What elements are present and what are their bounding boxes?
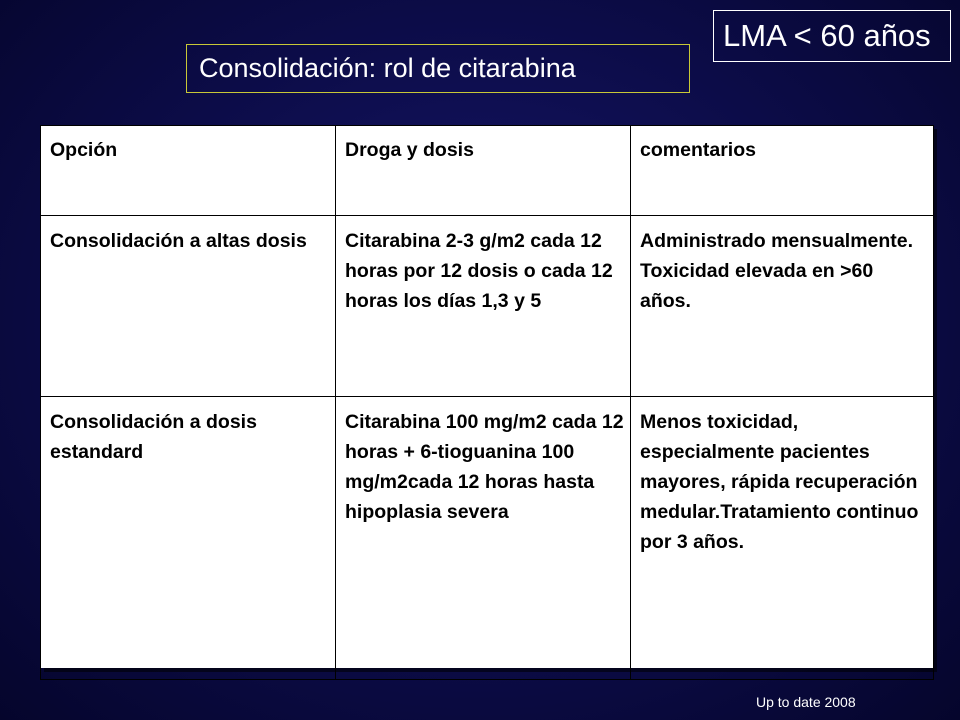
cell-option: Consolidación a altas dosis <box>41 216 336 397</box>
header-option: Opción <box>41 126 336 216</box>
cell-drug-dose: Citarabina 2-3 g/m2 cada 12 horas por 12 dosis o cada 12 horas los días 1,3 y 5 <box>336 216 631 397</box>
cell-comments: Menos toxicidad, especialmente pacientes mayores, rápida recuperación medular.Tratamiento continuo por 3 años. <box>631 397 934 680</box>
cell-option: Consolidación a dosis estandard <box>41 397 336 680</box>
cell-drug-dose: Citarabina 100 mg/m2 cada 12 horas + 6-tioguanina 100 mg/m2cada 12 horas hasta hipoplasia severa <box>336 397 631 680</box>
table-row <box>41 216 934 397</box>
source-citation: Up to date 2008 <box>756 694 856 710</box>
consolidation-table <box>40 125 934 680</box>
table-row <box>41 397 934 680</box>
header-comments: comentarios <box>631 126 934 216</box>
table-header-row <box>41 126 934 216</box>
consolidation-table-container <box>40 125 933 668</box>
cell-comments: Administrado mensualmente. Toxicidad elevada en >60 años. <box>631 216 934 397</box>
header-drug-dose: Droga y dosis <box>336 126 631 216</box>
slide-title: Consolidación: rol de citarabina <box>186 44 690 93</box>
age-group-badge: LMA < 60 años <box>713 10 951 62</box>
